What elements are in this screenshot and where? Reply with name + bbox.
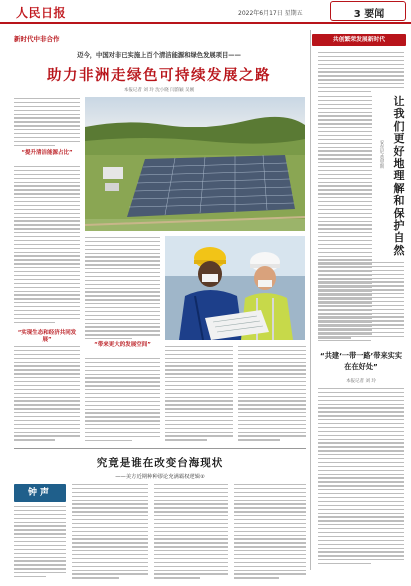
subhead-development-space: “带来更大的发展空间” — [94, 342, 151, 348]
section-tag: 新时代中非合作 — [14, 35, 60, 43]
commentary-title: 让我们更好地理解和保护自然 — [393, 95, 405, 257]
subhead-ecology-economy: “实现生态和经济共同发展” — [17, 330, 77, 343]
bottom-story-col3-text — [154, 484, 228, 581]
main-story-col4-text — [238, 346, 306, 443]
column-divider — [310, 30, 311, 570]
bottom-story-col2-text — [72, 484, 148, 581]
column-badge-label: 钟声 — [27, 488, 52, 498]
main-headline: 助力非洲走绿色可持续发展之路 — [47, 68, 271, 84]
bottom-story-col4-text — [234, 484, 306, 581]
sidebar-banner — [312, 34, 406, 46]
main-story-col1-text2 — [14, 166, 80, 326]
bottom-story-col1-text — [14, 506, 66, 580]
belt-road-author: 本报记者 刘 玲 — [346, 379, 376, 384]
issue-date: 2022年6月17日 星期五 — [238, 10, 303, 17]
bottom-subhead: ——美方近期种种谬论充满霸权逻辑② — [115, 474, 205, 480]
page-label: 3 要闻 — [353, 9, 385, 20]
main-story-col2-text2 — [85, 358, 160, 444]
newspaper-logo: 人民日报 — [16, 6, 67, 20]
masthead — [0, 0, 411, 24]
main-story-col3-text — [165, 346, 233, 443]
commentary-text-lower — [318, 262, 404, 344]
story-byline: 本报记者 刘 玲 沈小晓 闫韵颖 吴刚 — [123, 88, 195, 93]
story-kicker: 迈今，中国对非已实施上百个清洁能源和绿色发展项目—— — [77, 52, 241, 59]
engineers-photo — [165, 236, 305, 340]
belt-road-headline: “共建‘一带一路’带来实实在在好处” — [319, 351, 403, 371]
page-number-badge — [330, 1, 406, 21]
main-story-col2-text — [85, 237, 160, 342]
belt-road-text — [318, 388, 404, 567]
commentary-intro-text — [318, 52, 404, 95]
bottom-story-rule — [14, 448, 306, 449]
main-story-col1-text3 — [14, 346, 80, 443]
solar-plant-photo — [85, 97, 305, 231]
subhead-clean-energy: “提升清洁能源占比” — [21, 150, 73, 156]
bottom-headline: 究竟是谁在改变台海现状 — [96, 457, 224, 469]
commentary-author: 安东尼·莫里斯 — [379, 140, 384, 169]
main-story-col1-text — [14, 98, 80, 149]
column-badge — [14, 484, 66, 502]
sidebar-banner-label: 共创繁荣发展新时代 — [332, 37, 386, 43]
